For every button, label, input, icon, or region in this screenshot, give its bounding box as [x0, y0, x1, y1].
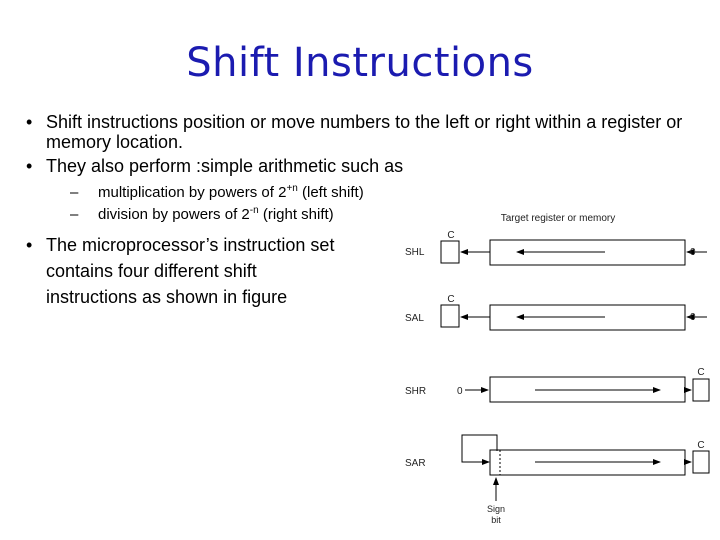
sub-bullet-item	[70, 182, 696, 204]
row-label-shr: SHR	[405, 386, 427, 397]
exponent: -n	[249, 205, 259, 216]
zero-input: 0	[457, 386, 463, 397]
figure-header: Target register or memory	[500, 213, 616, 224]
slide-title: Shift Instructions	[186, 40, 534, 86]
carry-label: C	[697, 367, 705, 378]
carry-label: C	[447, 230, 455, 241]
bullet-marker: •	[26, 156, 33, 176]
bullet-text: The microprocessor’s instruction set contains four different shift instructions as shown in figure	[46, 235, 335, 307]
row-label-sal: SAL	[405, 313, 424, 324]
zero-input: 0	[690, 247, 696, 258]
row-label-shl: SHL	[405, 247, 425, 258]
shift-diagram	[395, 205, 717, 530]
sign-feedback-path	[462, 435, 497, 462]
sub-bullet-marker: –	[70, 184, 79, 201]
zero-input: 0	[690, 312, 696, 323]
carry-box	[693, 379, 709, 401]
bullet-marker: •	[26, 235, 33, 255]
carry-label: C	[697, 440, 705, 451]
carry-box	[441, 305, 459, 327]
bullet-item	[26, 232, 346, 310]
sign-bit-label: bit	[491, 515, 501, 525]
carry-label: C	[447, 294, 455, 305]
carry-box	[693, 451, 709, 473]
bullet-marker: •	[26, 112, 33, 132]
sub-bullet-text-end: (left shift)	[297, 184, 364, 201]
carry-box	[441, 241, 459, 263]
bullet-item	[26, 112, 696, 152]
sub-bullet-marker: –	[70, 206, 79, 223]
sub-bullet-text-end: (right shift)	[258, 206, 334, 223]
sub-bullet-text: multiplication by powers of 2	[98, 184, 287, 201]
bullet-text: Shift instructions position or move numbers to the left or right within a register or memory location.	[46, 112, 683, 152]
row-label-sar: SAR	[405, 458, 426, 469]
sign-bit-label: Sign	[486, 504, 506, 514]
sub-bullet-text: division by powers of 2	[98, 206, 250, 223]
exponent: +n	[286, 183, 298, 194]
bullet-text: They also perform :simple arithmetic such as	[46, 156, 404, 176]
